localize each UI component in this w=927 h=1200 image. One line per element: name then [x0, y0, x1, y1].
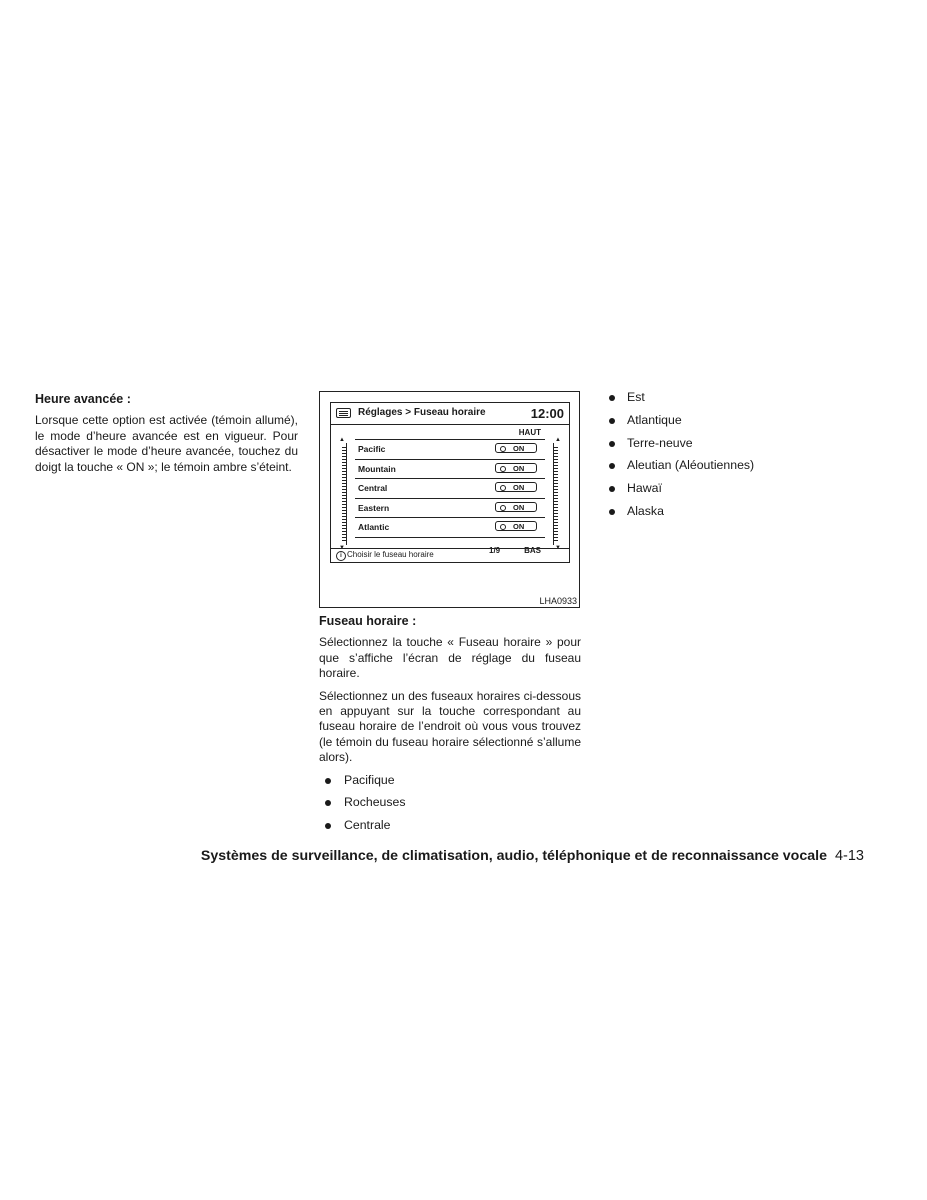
list-item-text: Est: [627, 390, 645, 404]
scrollbar-tick: [342, 531, 346, 532]
bullet-icon: [325, 823, 331, 829]
time-zone-row[interactable]: [355, 459, 545, 479]
scrollbar-tick: [554, 501, 558, 502]
page-indicator: 1/9: [489, 546, 501, 555]
list-item: [609, 436, 809, 451]
scrollbar-tick: [342, 534, 346, 535]
scrollbar-tick: [342, 498, 346, 499]
list-item: [319, 795, 581, 810]
scroll-down-arrow-icon: ▼: [339, 545, 345, 551]
on-toggle[interactable]: [495, 443, 537, 453]
figure-code: LHA0933: [539, 596, 577, 606]
left-column: [35, 392, 298, 482]
scrollbar-tick: [342, 456, 346, 457]
list-item-text: Centrale: [344, 817, 391, 832]
section-heading-daylight-saving: Heure avancée :: [35, 392, 131, 406]
indicator-led-icon: [500, 505, 506, 511]
scrollbar-tick: [342, 537, 346, 538]
scrollbar-tick: [342, 504, 346, 505]
list-item: [609, 504, 809, 519]
scrollbar-tick: [554, 513, 558, 514]
scrollbar-tick: [554, 468, 558, 469]
bullet-icon: [609, 463, 615, 469]
screen-help-text: Choisir le fuseau horaire: [347, 550, 434, 559]
scrollbar-tick: [342, 486, 346, 487]
scrollbar-tick: [342, 516, 346, 517]
menu-icon[interactable]: [336, 408, 351, 418]
scrollbar-tick: [554, 450, 558, 451]
scrollbar-tick: [342, 465, 346, 466]
scrollbar-tick: [342, 477, 346, 478]
scrollbar-tick: [342, 522, 346, 523]
time-zone-row[interactable]: [355, 478, 545, 498]
scroll-up-arrow-icon: ▲: [555, 437, 561, 443]
scrollbar-tick: [342, 468, 346, 469]
time-zone-label: Atlantic: [358, 522, 390, 532]
bullet-icon: [325, 800, 331, 806]
scrollbar-tick: [554, 507, 558, 508]
scrollbar-tick: [554, 477, 558, 478]
scrollbar-tick: [342, 462, 346, 463]
scrollbar-tick: [554, 462, 558, 463]
scrollbar-tick: [554, 540, 558, 541]
scrollbar-tick: [554, 483, 558, 484]
scrollbar-tick: [554, 498, 558, 499]
scrollbar-tick: [342, 510, 346, 511]
indicator-led-icon: [500, 485, 506, 491]
time-zone-list: [355, 439, 545, 538]
scrollbar-tick: [554, 504, 558, 505]
time-zone-row[interactable]: [355, 439, 545, 459]
scroll-up-arrow-icon: ▲: [339, 437, 345, 443]
on-toggle[interactable]: [495, 502, 537, 512]
list-item-text: Terre-neuve: [627, 435, 693, 450]
scrollbar-left[interactable]: [339, 437, 347, 551]
scrollbar-tick: [554, 474, 558, 475]
indicator-led-icon: [500, 524, 506, 530]
scrollbar-tick: [554, 447, 558, 448]
toggle-label: ON: [513, 522, 525, 531]
screen-footer: [331, 548, 569, 562]
scrollbar-tick: [342, 489, 346, 490]
scrollbar-tick: [554, 492, 558, 493]
on-toggle[interactable]: [495, 521, 537, 531]
toggle-label: ON: [513, 444, 525, 453]
screen-header: [331, 403, 569, 425]
scrollbar-tick: [342, 480, 346, 481]
list-item-text: Atlantique: [627, 412, 682, 427]
time-zone-label: Central: [358, 483, 388, 493]
scrollbar-tick: [342, 492, 346, 493]
scrollbar-tick: [342, 525, 346, 526]
bullet-icon: [609, 441, 615, 447]
indicator-led-icon: [500, 446, 506, 452]
time-zone-row[interactable]: [355, 498, 545, 518]
scrollbar-tick: [342, 519, 346, 520]
scrollbar-tick: [342, 483, 346, 484]
scroll-down-button[interactable]: BAS: [524, 546, 541, 555]
list-item-text: Pacifique: [344, 772, 395, 787]
scrollbar-tick: [554, 531, 558, 532]
display-screen: [330, 402, 570, 563]
chapter-title: Systèmes de surveillance, de climatisation, audio, téléphonique et de reconnaissance vocale: [200, 848, 827, 864]
scrollbar-tick: [554, 459, 558, 460]
scrollbar-tick: [554, 537, 558, 538]
toggle-label: ON: [513, 483, 525, 492]
scroll-up-button[interactable]: HAUT: [518, 428, 541, 437]
scrollbar-tick: [342, 495, 346, 496]
scrollbar-tick: [342, 501, 346, 502]
time-zone-label: Eastern: [358, 502, 390, 513]
scrollbar-tick: [342, 450, 346, 451]
middle-column: [319, 614, 581, 840]
scrollbar-tick: [554, 519, 558, 520]
screen-title: Réglages > Fuseau horaire: [358, 407, 486, 418]
scrollbar-tick: [554, 495, 558, 496]
on-toggle[interactable]: [495, 463, 537, 473]
scrollbar-tick: [554, 534, 558, 535]
scrollbar-tick: [554, 516, 558, 517]
scrollbar-tick: [342, 447, 346, 448]
list-item-text: Rocheuses: [344, 795, 406, 810]
clock: 12:00: [530, 406, 564, 421]
scrollbar-tick: [554, 456, 558, 457]
toggle-label: ON: [513, 463, 525, 473]
scrollbar-tick: [554, 471, 558, 472]
time-zone-paragraph-2: Sélectionnez un des fuseaux horaires ci-dessous en appuyant sur la touche correspondant au fuseau horaire de l’endroit où vous vous trouvez (le témoin du fuseau horaire sélectionné s’allume alors).: [319, 688, 581, 765]
toggle-label: ON: [513, 502, 525, 512]
bullet-icon: [609, 509, 615, 515]
list-item: [609, 481, 809, 496]
daylight-saving-paragraph: Lorsque cette option est activée (témoin allumé), le mode d’heure avancée est en vigueur. Pour désactiver le mode d’heure avancée, touchez du doigt la touche « ON »; le témoin ambre s’éteint.: [35, 413, 298, 474]
section-heading-time-zone: Fuseau horaire :: [319, 614, 417, 628]
scrollbar-tick: [342, 540, 346, 541]
bullet-icon: [609, 395, 615, 401]
bullet-icon: [609, 486, 615, 492]
list-item: [319, 818, 581, 833]
list-item-text: Alaska: [627, 503, 664, 518]
list-item: [609, 413, 809, 428]
scrollbar-tick: [342, 459, 346, 460]
scrollbar-tick: [342, 471, 346, 472]
scrollbar-tick: [554, 453, 558, 454]
info-icon: i: [336, 551, 346, 561]
scrollbar-tick: [554, 528, 558, 529]
scrollbar-tick: [342, 453, 346, 454]
scrollbar-tick: [554, 480, 558, 481]
time-zone-figure: [319, 391, 580, 608]
list-item: [609, 390, 809, 405]
scrollbar-right[interactable]: [553, 437, 561, 551]
scrollbar-tick: [554, 525, 558, 526]
list-item: [319, 773, 581, 788]
time-zone-bullet-list: [319, 773, 581, 834]
scrollbar-tick: [554, 486, 558, 487]
list-item-text: Aleutian (Aléoutiennes): [627, 458, 755, 473]
scrollbar-tick: [554, 510, 558, 511]
time-zone-row[interactable]: [355, 517, 545, 538]
scrollbar-tick: [342, 474, 346, 475]
indicator-led-icon: [500, 466, 506, 472]
bullet-icon: [325, 778, 331, 784]
scrollbar-tick: [554, 465, 558, 466]
time-zone-label: Pacific: [358, 444, 386, 454]
scrollbar-tick: [342, 507, 346, 508]
scroll-down-arrow-icon: ▼: [555, 545, 561, 551]
right-column: [609, 390, 809, 527]
page-number: 4-13: [834, 848, 864, 864]
time-zone-label: Mountain: [358, 463, 396, 474]
scrollbar-tick: [342, 513, 346, 514]
list-item: [609, 458, 809, 473]
bullet-icon: [609, 418, 615, 424]
on-toggle[interactable]: [495, 482, 537, 492]
scrollbar-tick: [554, 489, 558, 490]
time-zone-bullet-list-continued: [609, 390, 809, 519]
page-footer: [200, 848, 864, 864]
scrollbar-tick: [342, 528, 346, 529]
time-zone-paragraph-1: Sélectionnez la touche « Fuseau horaire » pour que s’affiche l’écran de réglage du fuseau horaire.: [319, 635, 581, 681]
scrollbar-tick: [554, 522, 558, 523]
list-item-text: Hawaï: [627, 481, 662, 496]
